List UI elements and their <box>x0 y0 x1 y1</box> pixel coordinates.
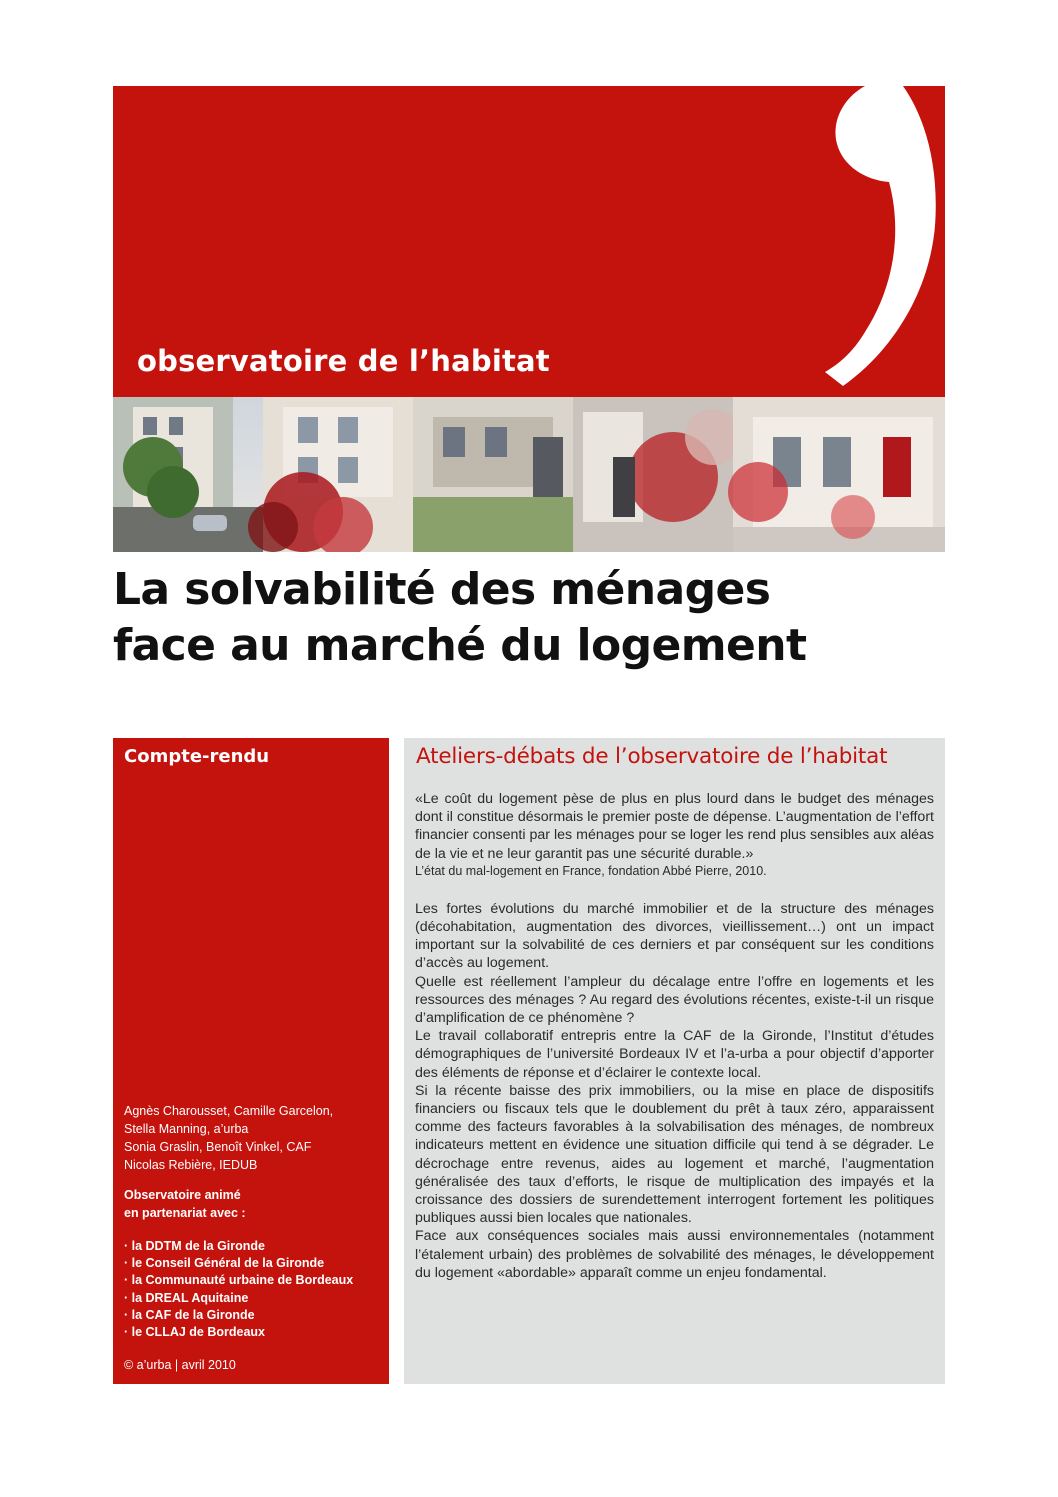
paragraph: Les fortes évolutions du marché immobilier et de la structure des ménages (décohabitation, augmentation des divorces, vieillissement…) ont un impact important sur la solvabilité de ces derniers et par conséquent sur les conditions d’accès au logement. <box>415 900 934 972</box>
authors-list <box>124 1102 386 1174</box>
header-banner <box>113 86 945 398</box>
copyright: © a’urba | avril 2010 <box>124 1358 236 1372</box>
paragraph: Face aux conséquences sociales mais aussi environnementales (notamment l’étalement urbain) des problèmes de solvabilité des ménages, le développement du logement «abordable» apparaît comme un enjeu fondamental. <box>415 1228 934 1281</box>
partner-item: · le Conseil Général de la Gironde <box>124 1256 325 1271</box>
paragraph: Si la récente baisse des prix immobiliers, ou la mise en place de dispositifs financiers ou fiscaux tels que le doublement du prêt à taux zéro, apparaissent comme des facteurs favorables à la solvabilisation des ménages, de nombreux indicateurs mettent en évidence une situation difficile qui tend à se dégrader. Le décrochage entre revenus, aides au logement et marché, l’augmentation généralisée des taux d’efforts, le risque de multiplication des impayés et la croissance des dossiers de surendettement interrogent fortement les politiques publiques aussi bien locales que nationales. <box>415 1082 934 1227</box>
author-line: Stella Manning, a’urba <box>124 1122 249 1136</box>
content-title: Ateliers-débats de l’observatoire de l’habitat <box>416 744 888 769</box>
title-line-2: face au marché du logement <box>113 620 807 671</box>
document-title <box>113 562 973 674</box>
section-title: observatoire de l’habitat <box>137 344 550 378</box>
photo-collage <box>113 397 945 552</box>
partner-item: · la DREAL Aquitaine <box>124 1290 249 1305</box>
partners-heading-line-2: en partenariat avec : <box>124 1206 246 1220</box>
sidebar-heading: Compte-rendu <box>124 746 270 767</box>
quote: «Le coût du logement pèse de plus en plus lourd dans le budget des ménages dont il constitue désormais le premier poste de dépense. L’augmentation de l’effort financier consenti par les ménages pour se loger les rend plus sensibles aux aléas de la vie et ne leur garantit pas une sécurité durable.» <box>415 791 934 862</box>
partner-item: · la Communauté urbaine de Bordeaux <box>124 1273 354 1288</box>
author-line: Sonia Graslin, Benoît Vinkel, CAF <box>124 1140 312 1154</box>
paragraph: Le travail collaboratif entrepris entre la CAF de la Gironde, l’Institut d’études démographiques de l’université Bordeaux IV et l’a-urba a pour objectif d’apporter des éléments de réponse et d’éclairer le contexte local. <box>415 1028 934 1081</box>
partners-heading <box>124 1186 246 1222</box>
author-line: Agnès Charousset, Camille Garcelon, <box>124 1104 334 1118</box>
content-body <box>415 790 934 1282</box>
partners-list <box>124 1238 353 1341</box>
author-line: Nicolas Rebière, IEDUB <box>124 1158 258 1172</box>
quote-source: L’état du mal-logement en France, fondation Abbé Pierre, 2010. <box>415 863 767 878</box>
partner-item: · la DDTM de la Gironde <box>124 1239 265 1253</box>
sidebar-panel <box>113 738 389 1384</box>
comma-logo-icon <box>803 86 945 398</box>
partners-heading-line-1: Observatoire animé <box>124 1188 241 1202</box>
main-content-panel <box>404 738 945 1384</box>
title-line-1: La solvabilité des ménages <box>113 564 771 615</box>
partner-item: · le CLLAJ de Bordeaux <box>124 1325 265 1340</box>
paragraph: Quelle est réellement l’ampleur du décalage entre l’offre en logements et les ressources des ménages ? Au regard des évolutions récentes, existe-t-il un risque d’amplification de ce phénomène ? <box>415 973 934 1027</box>
partner-item: · la CAF de la Gironde <box>124 1307 255 1322</box>
